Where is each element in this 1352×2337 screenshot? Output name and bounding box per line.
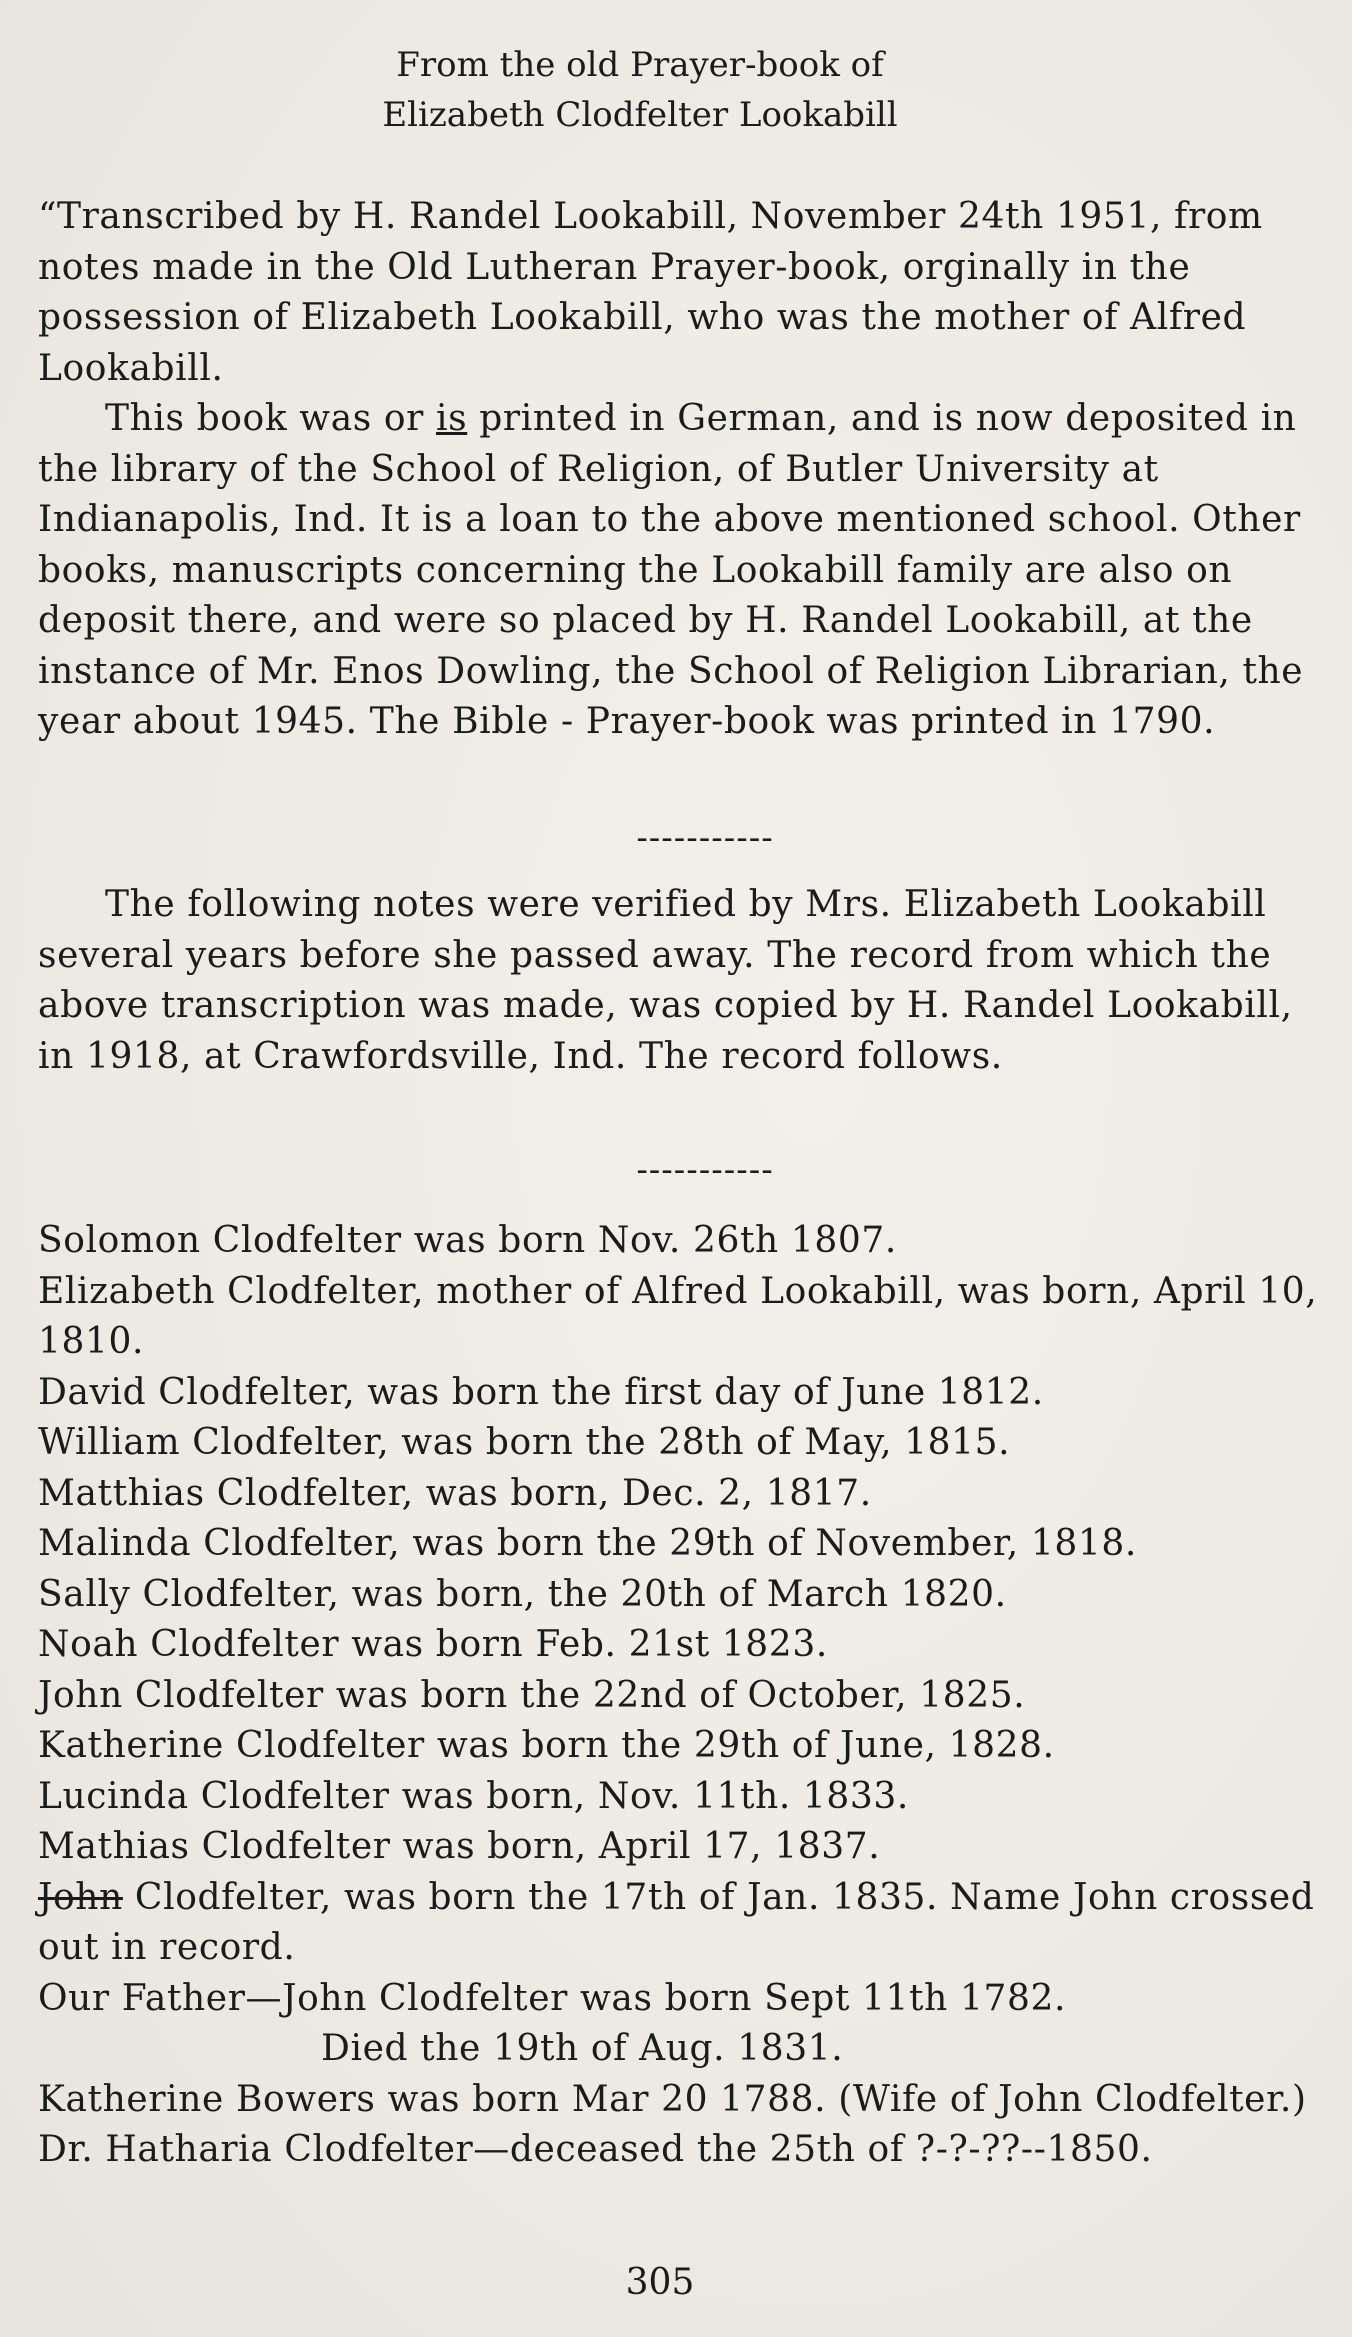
record-entry: David Clodfelter, was born the first day of June 1812. bbox=[38, 1371, 1044, 1413]
record-entry-rest: Clodfelter, was born the 17th of Jan. 1835. Name John crossed out in record. bbox=[38, 1876, 1315, 1968]
record-entry: Elizabeth Clodfelter, mother of Alfred Lookabill, was born, April 10, 1810. bbox=[38, 1270, 1318, 1362]
record-entry: Katherine Bowers was born Mar 20 1788. (Wife of John Clodfelter.) bbox=[38, 2078, 1307, 2120]
separator-1: ----------- bbox=[636, 818, 774, 858]
intro-section bbox=[38, 192, 1328, 748]
record-entry: Solomon Clodfelter was born Nov. 26th 1807. bbox=[38, 1220, 897, 1261]
records-list bbox=[38, 1216, 1328, 2176]
notes-section bbox=[38, 880, 1328, 1082]
record-entry: Mathias Clodfelter was born, April 17, 1837. bbox=[38, 1826, 881, 1867]
record-entry bbox=[38, 1873, 1328, 1974]
intro-paragraph-2 bbox=[38, 394, 1328, 748]
record-entry: Our Father—John Clodfelter was born Sept 11th 1782. bbox=[38, 1977, 1067, 2019]
underlined-is: is bbox=[436, 398, 468, 439]
record-entry: Malinda Clodfelter, was born the 29th of November, 1818. bbox=[38, 1523, 1137, 1564]
record-entry: William Clodfelter, was born the 28th of May, 1815. bbox=[38, 1422, 1011, 1463]
record-entry: John Clodfelter was born the 22nd of October, 1825. bbox=[38, 1674, 1026, 1716]
record-entry: Dr. Hatharia Clodfelter—deceased the 25th of ?-?-??--1850. bbox=[38, 2129, 1153, 2170]
record-died-line: Died the 19th of Aug. 1831. bbox=[321, 2028, 844, 2069]
title-line-1: From the old Prayer-book of bbox=[396, 45, 884, 85]
struck-name: John bbox=[38, 1876, 123, 1918]
record-entry: Katherine Clodfelter was born the 29th of June, 1828. bbox=[38, 1725, 1055, 1766]
record-entry: Matthias Clodfelter, was born, Dec. 2, 1817. bbox=[38, 1472, 872, 1514]
title-line-2: Elizabeth Clodfelter Lookabill bbox=[382, 95, 898, 135]
intro-paragraph-2-start: This book was or bbox=[105, 398, 437, 439]
page-title bbox=[0, 40, 1280, 140]
record-entry: Lucinda Clodfelter was born, Nov. 11th. 1833. bbox=[38, 1775, 909, 1817]
page-number: 305 bbox=[625, 2262, 695, 2303]
intro-paragraph-2-end: printed in German, and is now deposited in the library of the School of Religion, of Butler University at Indianapolis, Ind. It is a loan to the above mentioned school. Other books, manuscripts concerning the Lookabill family are also on deposit there, and were so placed by H. Randel Lookabill, at the instance of Mr. Enos Dowling, the School of Religion Librarian, the year about 1945. The Bible - Prayer-book was printed in 1790. bbox=[38, 398, 1304, 742]
record-entry: Sally Clodfelter, was born, the 20th of March 1820. bbox=[38, 1573, 1007, 1615]
notes-paragraph: The following notes were verified by Mrs. Elizabeth Lookabill several years before she passed away. The record from which the above transcription was made, was copied by H. Randel Lookabill, in 1918, at Crawfordsville, Ind. The record follows. bbox=[38, 884, 1293, 1077]
separator-2: ----------- bbox=[636, 1150, 774, 1190]
intro-paragraph-1: “Transcribed by H. Randel Lookabill, November 24th 1951, from notes made in the Old Lutheran Prayer-book, orginally in the possession of Elizabeth Lookabill, who was the mother of Alfred Lookabill. bbox=[38, 196, 1263, 389]
record-entry: Noah Clodfelter was born Feb. 21st 1823. bbox=[38, 1624, 828, 1665]
